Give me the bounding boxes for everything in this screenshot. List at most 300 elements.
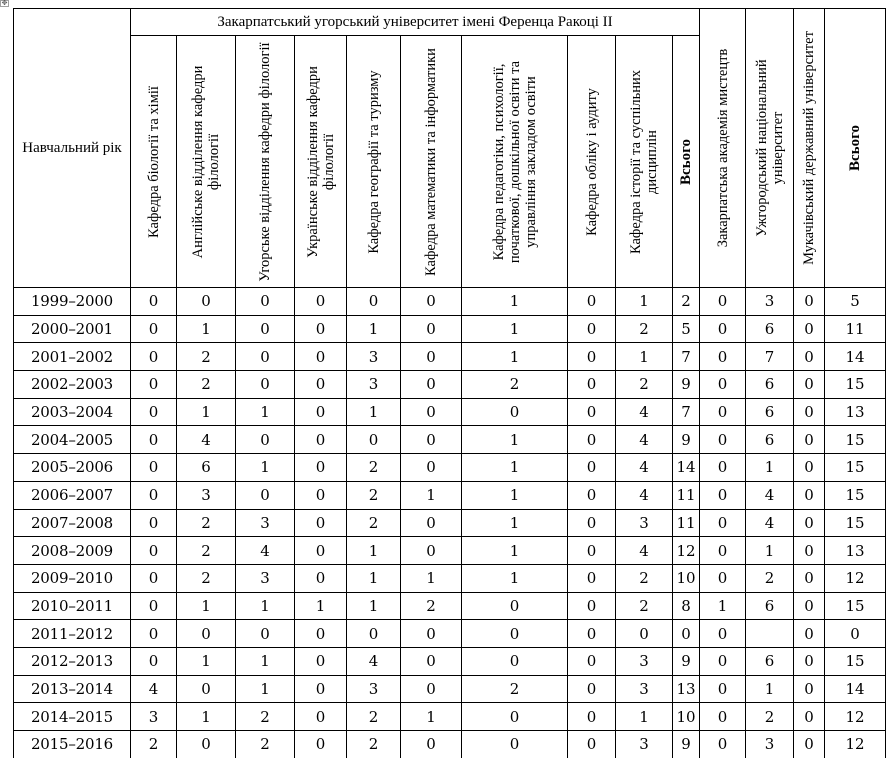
value-cell: 2 <box>177 509 236 537</box>
value-cell: 15 <box>825 426 886 454</box>
value-cell: 0 <box>794 315 825 343</box>
value-cell: 0 <box>295 537 347 565</box>
year-cell: 2000–2001 <box>14 315 131 343</box>
table-row <box>14 343 886 371</box>
value-cell: 3 <box>347 675 401 703</box>
value-cell: 1 <box>616 703 673 731</box>
value-cell: 0 <box>794 509 825 537</box>
value-cell: 9 <box>673 426 700 454</box>
year-cell: 2010–2011 <box>14 592 131 620</box>
value-cell: 1 <box>236 675 295 703</box>
value-cell: 0 <box>673 620 700 648</box>
value-cell: 0 <box>347 426 401 454</box>
value-cell: 2 <box>616 371 673 399</box>
value-cell: 0 <box>825 620 886 648</box>
value-cell: 0 <box>568 288 616 316</box>
year-cell: 1999–2000 <box>14 288 131 316</box>
value-cell: 0 <box>131 426 177 454</box>
value-cell: 0 <box>347 288 401 316</box>
value-cell: 0 <box>131 481 177 509</box>
table-row <box>14 703 886 731</box>
value-cell: 10 <box>673 703 700 731</box>
value-cell: 11 <box>673 509 700 537</box>
value-cell: 1 <box>236 454 295 482</box>
value-cell: 2 <box>746 564 794 592</box>
value-cell: 0 <box>462 647 568 675</box>
value-cell: 5 <box>673 315 700 343</box>
value-cell: 1 <box>177 647 236 675</box>
value-cell: 3 <box>236 564 295 592</box>
value-cell: 0 <box>401 537 462 565</box>
value-cell: 2 <box>462 371 568 399</box>
value-cell: 2 <box>746 703 794 731</box>
value-cell: 3 <box>131 703 177 731</box>
value-cell <box>746 620 794 648</box>
value-cell: 0 <box>295 343 347 371</box>
column-header-label: Всього <box>678 138 695 185</box>
column-header-other-1 <box>746 9 794 288</box>
value-cell: 0 <box>401 315 462 343</box>
column-header-dept-4 <box>347 36 401 288</box>
year-cell: 2014–2015 <box>14 703 131 731</box>
value-cell: 3 <box>616 675 673 703</box>
value-cell: 9 <box>673 731 700 758</box>
value-cell: 15 <box>825 481 886 509</box>
value-cell: 0 <box>131 315 177 343</box>
value-cell: 0 <box>295 288 347 316</box>
value-cell: 0 <box>401 454 462 482</box>
value-cell: 2 <box>177 343 236 371</box>
value-cell: 13 <box>825 398 886 426</box>
value-cell: 0 <box>568 426 616 454</box>
value-cell: 2 <box>347 481 401 509</box>
value-cell: 0 <box>568 731 616 758</box>
value-cell: 6 <box>746 398 794 426</box>
value-cell: 0 <box>794 343 825 371</box>
value-cell: 13 <box>673 675 700 703</box>
column-header-label: Кафедра географії та туризму <box>365 69 382 254</box>
value-cell: 0 <box>794 620 825 648</box>
value-cell: 0 <box>700 426 746 454</box>
value-cell: 0 <box>131 620 177 648</box>
value-cell: 0 <box>295 703 347 731</box>
value-cell: 0 <box>401 398 462 426</box>
value-cell: 3 <box>746 731 794 758</box>
value-cell: 3 <box>746 288 794 316</box>
value-cell: 0 <box>401 647 462 675</box>
value-cell: 0 <box>462 592 568 620</box>
value-cell: 1 <box>177 315 236 343</box>
table-row <box>14 315 886 343</box>
value-cell: 0 <box>568 675 616 703</box>
value-cell: 7 <box>673 343 700 371</box>
header-row-group <box>14 9 886 36</box>
column-header-dept-1 <box>177 36 236 288</box>
value-cell: 6 <box>746 592 794 620</box>
value-cell: 0 <box>568 703 616 731</box>
value-cell: 0 <box>401 731 462 758</box>
value-cell: 0 <box>131 647 177 675</box>
value-cell: 0 <box>568 454 616 482</box>
value-cell: 0 <box>700 315 746 343</box>
value-cell: 12 <box>825 703 886 731</box>
value-cell: 0 <box>295 731 347 758</box>
column-header-dept-7 <box>568 36 616 288</box>
value-cell: 0 <box>794 288 825 316</box>
table-row <box>14 509 886 537</box>
value-cell: 0 <box>347 620 401 648</box>
value-cell: 0 <box>295 509 347 537</box>
value-cell: 1 <box>401 481 462 509</box>
value-cell: 0 <box>462 703 568 731</box>
value-cell: 0 <box>131 537 177 565</box>
column-header-label: Кафедра обліку і аудиту <box>583 87 600 236</box>
column-header-label: Англійське відділення кафедри філології <box>190 65 222 258</box>
university-group-header: Закарпатський угорський університет імені Ференца Ракоці ІІ <box>131 9 700 36</box>
value-cell: 14 <box>825 675 886 703</box>
column-header-university-total <box>673 36 700 288</box>
year-cell: 2003–2004 <box>14 398 131 426</box>
value-cell: 4 <box>236 537 295 565</box>
value-cell: 4 <box>746 509 794 537</box>
value-cell: 1 <box>746 675 794 703</box>
value-cell: 0 <box>401 675 462 703</box>
table-row <box>14 731 886 758</box>
value-cell: 1 <box>236 592 295 620</box>
value-cell: 1 <box>347 592 401 620</box>
value-cell: 3 <box>616 509 673 537</box>
value-cell: 3 <box>616 647 673 675</box>
value-cell: 0 <box>131 564 177 592</box>
value-cell: 0 <box>401 343 462 371</box>
value-cell: 1 <box>462 509 568 537</box>
value-cell: 0 <box>236 343 295 371</box>
table-row <box>14 592 886 620</box>
value-cell: 0 <box>295 371 347 399</box>
value-cell: 2 <box>177 564 236 592</box>
column-header-label: Ужгородський національний університет <box>753 59 786 237</box>
table-row <box>14 564 886 592</box>
value-cell: 4 <box>616 481 673 509</box>
value-cell: 1 <box>746 454 794 482</box>
value-cell: 2 <box>401 592 462 620</box>
value-cell: 0 <box>177 731 236 758</box>
value-cell: 0 <box>295 398 347 426</box>
value-cell: 0 <box>295 675 347 703</box>
value-cell: 2 <box>177 371 236 399</box>
value-cell: 0 <box>295 481 347 509</box>
column-header-dept-5 <box>401 36 462 288</box>
year-cell: 2008–2009 <box>14 537 131 565</box>
column-header-label: Мукачівський державний університет <box>801 31 818 265</box>
value-cell: 1 <box>295 592 347 620</box>
value-cell: 0 <box>700 481 746 509</box>
table-header <box>14 9 886 288</box>
value-cell: 4 <box>616 537 673 565</box>
value-cell: 0 <box>295 426 347 454</box>
year-cell: 2004–2005 <box>14 426 131 454</box>
value-cell: 1 <box>347 537 401 565</box>
value-cell: 15 <box>825 509 886 537</box>
value-cell: 0 <box>568 343 616 371</box>
value-cell: 0 <box>401 371 462 399</box>
value-cell: 12 <box>825 564 886 592</box>
value-cell: 0 <box>794 454 825 482</box>
year-cell: 2013–2014 <box>14 675 131 703</box>
value-cell: 0 <box>700 454 746 482</box>
value-cell: 6 <box>746 426 794 454</box>
value-cell: 3 <box>616 731 673 758</box>
value-cell: 4 <box>616 454 673 482</box>
value-cell: 6 <box>746 371 794 399</box>
value-cell: 0 <box>236 371 295 399</box>
value-cell: 0 <box>131 398 177 426</box>
value-cell: 12 <box>825 731 886 758</box>
value-cell: 4 <box>616 398 673 426</box>
table-row <box>14 675 886 703</box>
value-cell: 3 <box>236 509 295 537</box>
value-cell: 0 <box>295 620 347 648</box>
value-cell: 0 <box>401 426 462 454</box>
value-cell: 9 <box>673 371 700 399</box>
value-cell: 1 <box>347 398 401 426</box>
value-cell: 0 <box>794 371 825 399</box>
column-header-dept-0 <box>131 36 177 288</box>
table-row <box>14 288 886 316</box>
value-cell: 10 <box>673 564 700 592</box>
value-cell: 0 <box>700 343 746 371</box>
value-cell: 0 <box>131 592 177 620</box>
value-cell: 0 <box>794 481 825 509</box>
value-cell: 1 <box>177 703 236 731</box>
value-cell: 1 <box>616 288 673 316</box>
value-cell: 0 <box>236 288 295 316</box>
column-header-dept-6 <box>462 36 568 288</box>
column-header-label: Кафедра історії та суспільних дисциплін <box>628 69 660 254</box>
value-cell: 0 <box>295 564 347 592</box>
value-cell: 0 <box>131 509 177 537</box>
year-column-header: Навчальний рік <box>14 9 131 288</box>
value-cell: 7 <box>673 398 700 426</box>
value-cell: 1 <box>177 398 236 426</box>
value-cell: 1 <box>462 537 568 565</box>
value-cell: 14 <box>825 343 886 371</box>
value-cell: 1 <box>462 426 568 454</box>
value-cell: 3 <box>347 343 401 371</box>
value-cell: 7 <box>746 343 794 371</box>
value-cell: 0 <box>295 647 347 675</box>
value-cell: 0 <box>616 620 673 648</box>
year-cell: 2015–2016 <box>14 731 131 758</box>
value-cell: 0 <box>794 675 825 703</box>
value-cell: 0 <box>568 592 616 620</box>
value-cell: 0 <box>568 481 616 509</box>
table-row <box>14 371 886 399</box>
value-cell: 0 <box>794 537 825 565</box>
table-row <box>14 398 886 426</box>
column-header-label: Кафедра біології та хімії <box>145 85 162 238</box>
value-cell: 0 <box>131 288 177 316</box>
value-cell: 15 <box>825 371 886 399</box>
value-cell: 0 <box>700 537 746 565</box>
value-cell: 1 <box>462 315 568 343</box>
value-cell: 0 <box>401 620 462 648</box>
value-cell: 0 <box>401 288 462 316</box>
column-header-dept-3 <box>295 36 347 288</box>
value-cell: 1 <box>347 315 401 343</box>
value-cell: 0 <box>700 288 746 316</box>
value-cell: 0 <box>401 509 462 537</box>
value-cell: 0 <box>700 509 746 537</box>
value-cell: 1 <box>462 343 568 371</box>
value-cell: 0 <box>236 426 295 454</box>
value-cell: 2 <box>462 675 568 703</box>
column-header-grand-total <box>825 9 886 288</box>
value-cell: 1 <box>347 564 401 592</box>
value-cell: 4 <box>131 675 177 703</box>
value-cell: 0 <box>700 675 746 703</box>
value-cell: 3 <box>177 481 236 509</box>
year-cell: 2009–2010 <box>14 564 131 592</box>
value-cell: 2 <box>347 509 401 537</box>
value-cell: 0 <box>794 426 825 454</box>
table-row <box>14 537 886 565</box>
column-header-other-0 <box>700 9 746 288</box>
year-cell: 2005–2006 <box>14 454 131 482</box>
value-cell: 0 <box>794 731 825 758</box>
value-cell: 1 <box>462 481 568 509</box>
value-cell: 4 <box>347 647 401 675</box>
table-row <box>14 620 886 648</box>
value-cell: 1 <box>401 564 462 592</box>
value-cell: 1 <box>236 398 295 426</box>
value-cell: 0 <box>794 647 825 675</box>
table-body <box>14 288 886 758</box>
value-cell: 2 <box>347 731 401 758</box>
year-cell: 2011–2012 <box>14 620 131 648</box>
value-cell: 0 <box>700 398 746 426</box>
value-cell: 0 <box>462 398 568 426</box>
value-cell: 2 <box>236 703 295 731</box>
value-cell: 0 <box>236 315 295 343</box>
value-cell: 1 <box>462 288 568 316</box>
value-cell: 0 <box>131 343 177 371</box>
column-header-dept-8 <box>616 36 673 288</box>
value-cell: 15 <box>825 454 886 482</box>
value-cell: 2 <box>131 731 177 758</box>
value-cell: 0 <box>568 620 616 648</box>
value-cell: 4 <box>177 426 236 454</box>
value-cell: 0 <box>794 592 825 620</box>
table-row <box>14 647 886 675</box>
value-cell: 12 <box>673 537 700 565</box>
value-cell: 1 <box>401 703 462 731</box>
value-cell: 1 <box>462 564 568 592</box>
value-cell: 2 <box>177 537 236 565</box>
value-cell: 0 <box>131 371 177 399</box>
value-cell: 0 <box>295 454 347 482</box>
column-header-label: Угорське відділення кафедри філології <box>257 41 273 282</box>
value-cell: 2 <box>616 564 673 592</box>
column-header-dept-2 <box>236 36 295 288</box>
column-header-label: Закарпатська академія мистецтв <box>714 48 731 248</box>
value-cell: 0 <box>794 564 825 592</box>
value-cell: 2 <box>616 592 673 620</box>
value-cell: 11 <box>825 315 886 343</box>
value-cell: 0 <box>568 371 616 399</box>
value-cell: 0 <box>700 731 746 758</box>
value-cell: 15 <box>825 592 886 620</box>
value-cell: 6 <box>746 315 794 343</box>
value-cell: 0 <box>568 315 616 343</box>
value-cell: 0 <box>131 454 177 482</box>
table-move-handle-icon[interactable]: ✥ <box>1 0 8 7</box>
table-row <box>14 481 886 509</box>
value-cell: 1 <box>177 592 236 620</box>
year-cell: 2006–2007 <box>14 481 131 509</box>
value-cell: 0 <box>568 647 616 675</box>
year-cell: 2001–2002 <box>14 343 131 371</box>
value-cell: 6 <box>746 647 794 675</box>
value-cell: 11 <box>673 481 700 509</box>
value-cell: 0 <box>794 703 825 731</box>
year-cell: 2002–2003 <box>14 371 131 399</box>
value-cell: 0 <box>236 481 295 509</box>
value-cell: 13 <box>825 537 886 565</box>
value-cell: 0 <box>568 509 616 537</box>
value-cell: 1 <box>746 537 794 565</box>
table-row <box>14 426 886 454</box>
value-cell: 0 <box>568 564 616 592</box>
column-header-label: Кафедра математики та інформатики <box>423 47 439 276</box>
year-cell: 2012–2013 <box>14 647 131 675</box>
column-header-label: Всього <box>847 124 864 172</box>
value-cell: 0 <box>462 620 568 648</box>
value-cell: 0 <box>236 620 295 648</box>
value-cell: 0 <box>700 647 746 675</box>
value-cell: 5 <box>825 288 886 316</box>
value-cell: 0 <box>462 731 568 758</box>
value-cell: 14 <box>673 454 700 482</box>
value-cell: 8 <box>673 592 700 620</box>
value-cell: 2 <box>347 703 401 731</box>
value-cell: 0 <box>794 398 825 426</box>
value-cell: 4 <box>746 481 794 509</box>
value-cell: 4 <box>616 426 673 454</box>
value-cell: 1 <box>700 592 746 620</box>
value-cell: 1 <box>236 647 295 675</box>
value-cell: 1 <box>462 454 568 482</box>
table-row <box>14 454 886 482</box>
value-cell: 0 <box>700 703 746 731</box>
value-cell: 0 <box>568 537 616 565</box>
value-cell: 9 <box>673 647 700 675</box>
column-header-other-2 <box>794 9 825 288</box>
value-cell: 0 <box>177 620 236 648</box>
value-cell: 0 <box>568 398 616 426</box>
value-cell: 0 <box>700 564 746 592</box>
value-cell: 0 <box>295 315 347 343</box>
value-cell: 0 <box>177 675 236 703</box>
value-cell: 2 <box>616 315 673 343</box>
value-cell: 0 <box>700 371 746 399</box>
value-cell: 1 <box>616 343 673 371</box>
column-header-label: Українське відділення кафедри філології <box>304 65 337 258</box>
value-cell: 0 <box>700 620 746 648</box>
data-table <box>13 8 886 758</box>
value-cell: 0 <box>177 288 236 316</box>
value-cell: 6 <box>177 454 236 482</box>
